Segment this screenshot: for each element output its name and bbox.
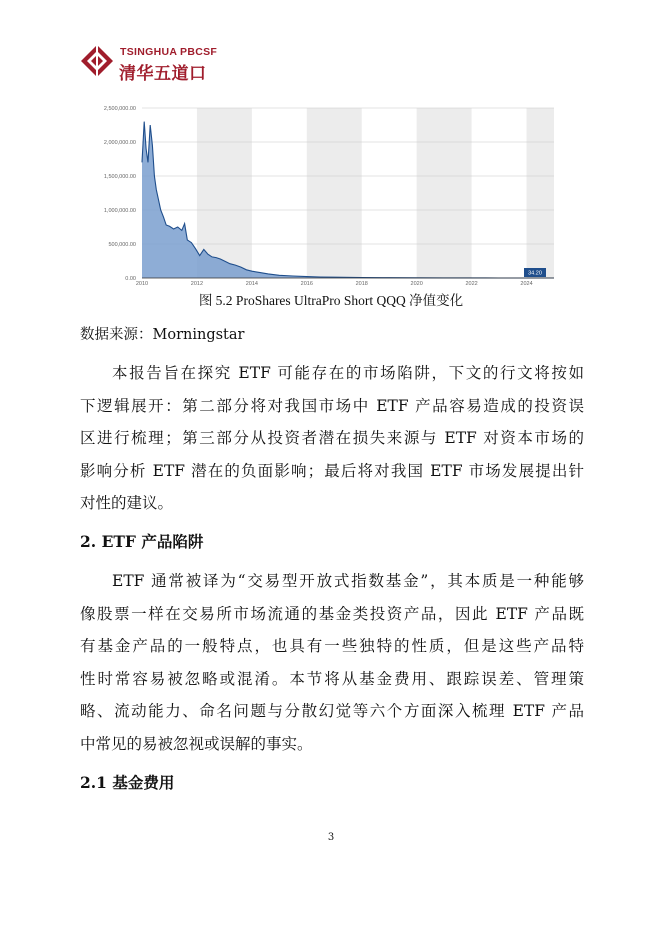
chart-year-band [417, 108, 472, 278]
section-2-line: 像股票一样在交易所市场流通的基金类投资产品，因此 ETF 产品既 [80, 604, 584, 623]
chart-y-tick-label: 0.00 [125, 276, 136, 282]
intro-line: 下逻辑展开：第二部分将对我国市场中 ETF 产品容易造成的投资误 [80, 396, 584, 415]
intro-paragraph [80, 357, 584, 520]
header-logo [80, 44, 240, 84]
section-2-line: ETF 通常被译为“交易型开放式指数基金”，其本质是一种能够 [112, 572, 584, 590]
chart-x-tick-label: 2012 [190, 281, 204, 287]
section-2-paragraph [80, 565, 584, 760]
chart-year-band [527, 108, 554, 278]
chart-x-tick-label: 2014 [245, 281, 258, 287]
chart-y-tick-label: 1,000,000.00 [103, 208, 136, 214]
logo-chinese: 清华五道口 [119, 64, 207, 84]
chart-y-tick-label: 1,500,000.00 [103, 174, 136, 180]
figure-caption: 图 5.2 ProShares UltraPro Short QQQ 净值变化 [198, 293, 464, 308]
section-2-line: 有基金产品的一般特点，也具有一些独特的性质，但是这些产品特 [80, 637, 584, 655]
intro-line: 对性的建议。 [80, 494, 174, 512]
data-source: 数据来源：Morningstar [80, 327, 245, 343]
chart-x-tick-label: 2024 [520, 281, 533, 287]
logo-english: TSINGHUA PBCSF [120, 46, 218, 58]
intro-line: 影响分析 ETF 潜在的负面影响；最后将对我国 ETF 市场发展提出针 [80, 461, 584, 480]
chart-x-tick-label: 2018 [355, 281, 368, 287]
nav-chart [96, 100, 558, 290]
intro-line: 本报告旨在探究 ETF 可能存在的市场陷阱，下文的行文将按如 [112, 364, 584, 382]
chart-y-tick-label: 2,000,000.00 [103, 140, 136, 146]
intro-line: 区进行梳理；第三部分从投资者潜在损失来源与 ETF 对资本市场的 [80, 429, 584, 447]
section-2-line: 性时常容易被忽略或混淆。本节将从基金费用、跟踪误差、管理策 [80, 669, 584, 688]
nav-chart-svg [96, 100, 558, 290]
chart-y-tick-label: 2,500,000.00 [103, 106, 136, 112]
page-number: 3 [327, 832, 335, 843]
chart-x-tick-label: 2022 [465, 281, 478, 287]
logo-mark-icon [80, 44, 114, 78]
section-2-line: 中常见的易被忽视或误解的事实。 [80, 734, 313, 753]
chart-x-tick-label: 2010 [135, 281, 149, 287]
chart-x-tick-label: 2016 [300, 281, 313, 287]
chart-last-value-label: 34.20 [528, 270, 542, 277]
section-2-line: 略、流动能力、命名问题与分散幻觉等六个方面深入梳理 ETF 产品 [80, 702, 584, 720]
chart-year-band [307, 108, 362, 278]
chart-x-tick-label: 2020 [410, 281, 423, 287]
chart-y-tick-label: 500,000.00 [108, 242, 136, 248]
section-2-1-heading: 2.1 基金费用 [80, 773, 175, 792]
section-2-heading: 2. ETF 产品陷阱 [80, 532, 204, 551]
